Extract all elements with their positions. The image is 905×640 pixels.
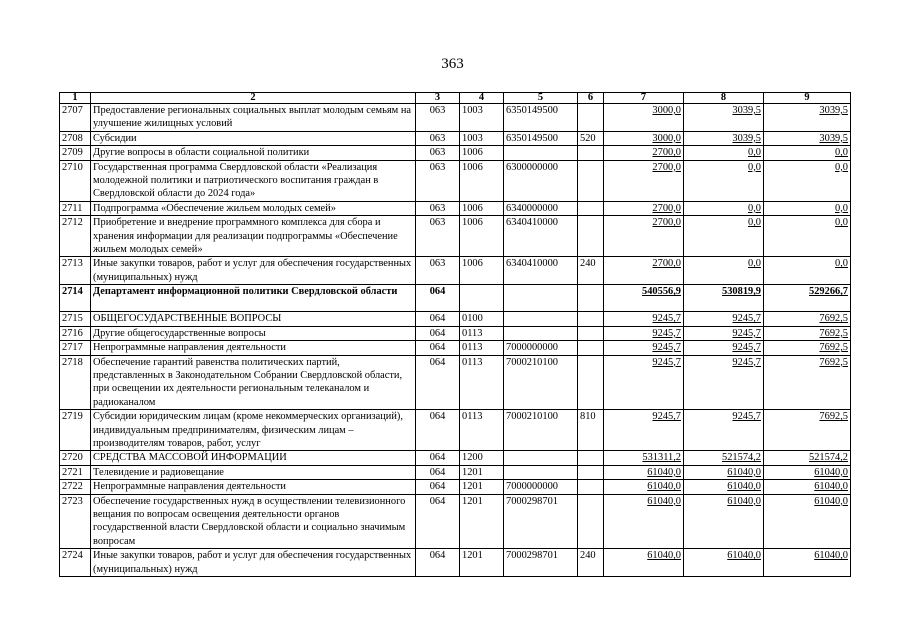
amount-col8 — [684, 312, 764, 326]
target-article-code: 7000000000 — [504, 480, 578, 494]
target-article-code: 6350149500 — [504, 104, 578, 132]
amount-col9 — [764, 451, 851, 465]
amount-col9-value: 3039,5 — [819, 105, 848, 116]
amount-col9-value: 0,0 — [835, 217, 848, 229]
ministry-code: 064 — [416, 465, 460, 479]
amount-col8-value: 9245,7 — [732, 356, 761, 368]
column-header-1: 1 — [60, 93, 91, 104]
row-name: Предоставление региональных социальных выплат молодым семьям на улучшение жилищных условий — [91, 104, 416, 132]
header-row — [60, 93, 851, 104]
table-row — [60, 480, 851, 494]
ministry-code: 063 — [416, 257, 460, 285]
expense-type-code — [578, 480, 604, 494]
column-header-6: 6 — [578, 93, 604, 104]
table-row — [60, 285, 851, 312]
table-row — [60, 465, 851, 479]
target-article-code: 7000298701 — [504, 494, 578, 549]
amount-col7 — [604, 494, 684, 549]
ministry-code: 064 — [416, 312, 460, 326]
section-code: 1201 — [460, 480, 504, 494]
ministry-code: 063 — [416, 201, 460, 215]
amount-col9-value: 7692,5 — [819, 356, 848, 368]
row-name: Иные закупки товаров, работ и услуг для обеспечения государственных (муниципальных) нужд — [91, 257, 416, 285]
table-row — [60, 160, 851, 201]
target-article-code: 6340410000 — [504, 216, 578, 257]
row-number: 2715 — [60, 312, 91, 326]
amount-col7-value: 2700,0 — [652, 217, 681, 229]
row-name: ОБЩЕГОСУДАРСТВЕННЫЕ ВОПРОСЫ — [91, 312, 416, 326]
expense-type-code: 810 — [578, 410, 604, 451]
section-code: 0113 — [460, 355, 504, 410]
amount-col7 — [604, 326, 684, 340]
amount-col8-value: 521574,2 — [722, 452, 761, 464]
amount-col9 — [764, 410, 851, 451]
ministry-code: 063 — [416, 146, 460, 160]
amount-col9-value: 61040,0 — [814, 481, 848, 493]
amount-col9-value: 61040,0 — [814, 550, 848, 562]
row-name: Телевидение и радиовещание — [91, 465, 416, 479]
expense-type-code — [578, 341, 604, 355]
row-number: 2720 — [60, 451, 91, 465]
ministry-code: 064 — [416, 341, 460, 355]
amount-col8 — [684, 104, 764, 132]
row-name: Субсидии — [91, 131, 416, 145]
amount-col7-value: 3000,0 — [652, 105, 681, 116]
amount-col7 — [604, 465, 684, 479]
row-number: 2707 — [60, 104, 91, 132]
amount-col7-value: 61040,0 — [647, 550, 681, 562]
amount-col7 — [604, 410, 684, 451]
amount-col8-value: 0,0 — [748, 217, 761, 229]
section-code: 1006 — [460, 216, 504, 257]
target-article-code — [504, 451, 578, 465]
amount-col8 — [684, 465, 764, 479]
amount-col7 — [604, 216, 684, 257]
target-article-code — [504, 146, 578, 160]
amount-col8 — [684, 341, 764, 355]
amount-col9 — [764, 131, 851, 145]
amount-col7-value: 2700,0 — [652, 147, 681, 159]
amount-col8-value: 61040,0 — [727, 466, 761, 478]
amount-col8-value: 0,0 — [748, 258, 761, 270]
section-code: 0100 — [460, 312, 504, 326]
row-name: Другие вопросы в области социальной политики — [91, 146, 416, 160]
table-row — [60, 201, 851, 215]
amount-col8 — [684, 201, 764, 215]
amount-col9 — [764, 355, 851, 410]
amount-col8-value: 9245,7 — [732, 313, 761, 325]
amount-col7 — [604, 160, 684, 201]
amount-col9-value: 61040,0 — [814, 495, 848, 507]
amount-col9 — [764, 312, 851, 326]
table-row — [60, 341, 851, 355]
target-article-code — [504, 326, 578, 340]
amount-col9-value: 7692,5 — [819, 342, 848, 354]
amount-col7 — [604, 146, 684, 160]
table-row — [60, 216, 851, 257]
row-name: Департамент информационной политики Свердловской области — [91, 285, 416, 312]
amount-col9 — [764, 480, 851, 494]
row-name: СРЕДСТВА МАССОВОЙ ИНФОРМАЦИИ — [91, 451, 416, 465]
amount-col7-value: 9245,7 — [652, 356, 681, 368]
amount-col7-value: 540556,9 — [642, 286, 681, 298]
amount-col7-value: 61040,0 — [647, 481, 681, 493]
amount-col8 — [684, 451, 764, 465]
row-number: 2724 — [60, 549, 91, 577]
amount-col9-value: 521574,2 — [809, 452, 848, 464]
row-name: Непрограммные направления деятельности — [91, 341, 416, 355]
amount-col8-value: 61040,0 — [727, 481, 761, 493]
table-row — [60, 131, 851, 145]
ministry-code: 064 — [416, 326, 460, 340]
section-code: 1200 — [460, 451, 504, 465]
section-code: 1201 — [460, 549, 504, 577]
amount-col9 — [764, 160, 851, 201]
section-code: 1006 — [460, 257, 504, 285]
ministry-code: 064 — [416, 480, 460, 494]
amount-col7-value: 2700,0 — [652, 258, 681, 270]
section-code: 1201 — [460, 494, 504, 549]
section-code: 0113 — [460, 341, 504, 355]
ministry-code: 063 — [416, 160, 460, 201]
amount-col9-value: 61040,0 — [814, 466, 848, 478]
section-code — [460, 285, 504, 312]
target-article-code: 7000000000 — [504, 341, 578, 355]
column-header-3: 3 — [416, 93, 460, 104]
amount-col7-value: 3000,0 — [652, 132, 681, 144]
amount-col8 — [684, 410, 764, 451]
table-row — [60, 257, 851, 285]
table-row — [60, 104, 851, 132]
target-article-code — [504, 465, 578, 479]
row-number: 2718 — [60, 355, 91, 410]
expense-type-code: 240 — [578, 549, 604, 577]
amount-col8 — [684, 494, 764, 549]
amount-col8 — [684, 285, 764, 312]
section-code: 1003 — [460, 104, 504, 132]
row-number: 2717 — [60, 341, 91, 355]
target-article-code: 7000298701 — [504, 549, 578, 577]
expense-type-code: 240 — [578, 257, 604, 285]
row-number: 2709 — [60, 146, 91, 160]
column-header-9: 9 — [764, 93, 851, 104]
row-number: 2710 — [60, 160, 91, 201]
row-name: Обеспечение государственных нужд в осуществлении телевизионного вещания по вопросам освещения деятельности органов государственной власти Свердловской области и социально значимым вопросам — [91, 494, 416, 549]
amount-col7 — [604, 451, 684, 465]
amount-col8 — [684, 480, 764, 494]
amount-col9-value: 7692,5 — [819, 313, 848, 325]
row-number: 2722 — [60, 480, 91, 494]
row-number: 2716 — [60, 326, 91, 340]
row-number: 2713 — [60, 257, 91, 285]
column-header-4: 4 — [460, 93, 504, 104]
amount-col9 — [764, 465, 851, 479]
row-name: Иные закупки товаров, работ и услуг для обеспечения государственных (муниципальных) нужд — [91, 549, 416, 577]
amount-col8 — [684, 257, 764, 285]
section-code: 1006 — [460, 146, 504, 160]
target-article-code: 7000210100 — [504, 410, 578, 451]
amount-col9-value: 0,0 — [835, 161, 848, 173]
amount-col7-value: 61040,0 — [647, 495, 681, 507]
row-number: 2712 — [60, 216, 91, 257]
amount-col7-value: 531311,2 — [642, 452, 681, 464]
target-article-code — [504, 285, 578, 312]
target-article-code: 7000210100 — [504, 355, 578, 410]
section-code: 0113 — [460, 326, 504, 340]
table-row — [60, 410, 851, 451]
section-code: 1003 — [460, 131, 504, 145]
amount-col7-value: 2700,0 — [652, 161, 681, 173]
expense-type-code — [578, 451, 604, 465]
expense-type-code — [578, 465, 604, 479]
amount-col7-value: 9245,7 — [652, 342, 681, 354]
amount-col9-value: 7692,5 — [819, 411, 848, 423]
page-number: 363 — [441, 56, 464, 72]
column-header-2: 2 — [91, 93, 416, 104]
amount-col9 — [764, 216, 851, 257]
amount-col7 — [604, 257, 684, 285]
expense-type-code — [578, 160, 604, 201]
row-number: 2721 — [60, 465, 91, 479]
row-name: Непрограммные направления деятельности — [91, 480, 416, 494]
expense-type-code — [578, 201, 604, 215]
table-body — [60, 104, 851, 577]
amount-col9-value: 0,0 — [835, 147, 848, 159]
amount-col8 — [684, 216, 764, 257]
expense-type-code — [578, 216, 604, 257]
amount-col9-value: 0,0 — [835, 258, 848, 270]
ministry-code: 063 — [416, 216, 460, 257]
expense-type-code — [578, 326, 604, 340]
budget-table — [59, 92, 851, 577]
amount-col9 — [764, 549, 851, 577]
amount-col7 — [604, 549, 684, 577]
target-article-code: 6350149500 — [504, 131, 578, 145]
amount-col9 — [764, 104, 851, 132]
amount-col8 — [684, 549, 764, 577]
amount-col9 — [764, 201, 851, 215]
row-number: 2723 — [60, 494, 91, 549]
amount-col8-value: 61040,0 — [727, 550, 761, 562]
ministry-code: 064 — [416, 494, 460, 549]
amount-col7 — [604, 312, 684, 326]
section-code: 0113 — [460, 410, 504, 451]
amount-col7 — [604, 341, 684, 355]
amount-col9-value: 7692,5 — [819, 327, 848, 339]
row-number: 2708 — [60, 131, 91, 145]
row-number: 2711 — [60, 201, 91, 215]
ministry-code: 064 — [416, 410, 460, 451]
amount-col8-value: 0,0 — [748, 161, 761, 173]
amount-col7-value: 2700,0 — [652, 202, 681, 214]
row-name: Субсидии юридическим лицам (кроме некоммерческих организаций), индивидуальным предпринимателям, физическим лицам – производителям товаров, работ, услуг — [91, 410, 416, 451]
amount-col7 — [604, 104, 684, 132]
amount-col8-value: 9245,7 — [732, 342, 761, 354]
expense-type-code — [578, 104, 604, 132]
amount-col8 — [684, 355, 764, 410]
target-article-code — [504, 312, 578, 326]
amount-col8-value: 9245,7 — [732, 411, 761, 423]
amount-col9 — [764, 146, 851, 160]
expense-type-code: 520 — [578, 131, 604, 145]
amount-col8-value: 0,0 — [748, 147, 761, 159]
table-row — [60, 355, 851, 410]
amount-col8-value: 61040,0 — [727, 495, 761, 507]
row-name: Подпрограмма «Обеспечение жильем молодых семей» — [91, 201, 416, 215]
ministry-code: 064 — [416, 451, 460, 465]
expense-type-code — [578, 355, 604, 410]
ministry-code: 063 — [416, 131, 460, 145]
table-row — [60, 451, 851, 465]
expense-type-code — [578, 285, 604, 312]
expense-type-code — [578, 494, 604, 549]
table-row — [60, 494, 851, 549]
row-name: Государственная программа Свердловской области «Реализация молодежной политики и патриотического воспитания граждан в Свердловской области до 2024 года» — [91, 160, 416, 201]
amount-col8-value: 3039,5 — [732, 132, 761, 144]
amount-col8 — [684, 131, 764, 145]
target-article-code: 6340410000 — [504, 257, 578, 285]
amount-col8 — [684, 146, 764, 160]
ministry-code: 063 — [416, 104, 460, 132]
section-code: 1006 — [460, 201, 504, 215]
amount-col9 — [764, 326, 851, 340]
table-row — [60, 549, 851, 577]
amount-col7-value: 61040,0 — [647, 466, 681, 478]
column-header-7: 7 — [604, 93, 684, 104]
column-header-8: 8 — [684, 93, 764, 104]
amount-col8-value: 9245,7 — [732, 327, 761, 339]
amount-col8 — [684, 160, 764, 201]
amount-col7-value: 9245,7 — [652, 327, 681, 339]
amount-col8-value: 3039,5 — [732, 105, 761, 116]
amount-col9 — [764, 285, 851, 312]
expense-type-code — [578, 312, 604, 326]
table-row — [60, 312, 851, 326]
row-name: Обеспечение гарантий равенства политических партий, представленных в Законодательном Собрании Свердловской области, при освещении их деятельности региональным телеканалом и радиоканалом — [91, 355, 416, 410]
amount-col8-value: 0,0 — [748, 202, 761, 214]
table-row — [60, 146, 851, 160]
amount-col7 — [604, 355, 684, 410]
row-number: 2714 — [60, 285, 91, 312]
ministry-code: 064 — [416, 355, 460, 410]
ministry-code: 064 — [416, 285, 460, 312]
section-code: 1006 — [460, 160, 504, 201]
column-header-5: 5 — [504, 93, 578, 104]
amount-col7 — [604, 131, 684, 145]
amount-col9 — [764, 494, 851, 549]
amount-col9 — [764, 257, 851, 285]
ministry-code: 064 — [416, 549, 460, 577]
amount-col9-value: 0,0 — [835, 202, 848, 214]
amount-col7 — [604, 201, 684, 215]
row-number: 2719 — [60, 410, 91, 451]
amount-col7 — [604, 285, 684, 312]
amount-col7-value: 9245,7 — [652, 313, 681, 325]
amount-col7-value: 9245,7 — [652, 411, 681, 423]
amount-col8-value: 530819,9 — [722, 286, 761, 298]
amount-col9-value: 529266,7 — [809, 286, 848, 298]
expense-type-code — [578, 146, 604, 160]
target-article-code: 6340000000 — [504, 201, 578, 215]
amount-col8 — [684, 326, 764, 340]
row-name: Приобретение и внедрение программного комплекса для сбора и хранения информации для реализации подпрограммы «Обеспечение жильем молодых семей» — [91, 216, 416, 257]
target-article-code: 6300000000 — [504, 160, 578, 201]
table-row — [60, 326, 851, 340]
section-code: 1201 — [460, 465, 504, 479]
amount-col9-value: 3039,5 — [819, 132, 848, 144]
amount-col7 — [604, 480, 684, 494]
row-name: Другие общегосударственные вопросы — [91, 326, 416, 340]
amount-col9 — [764, 341, 851, 355]
